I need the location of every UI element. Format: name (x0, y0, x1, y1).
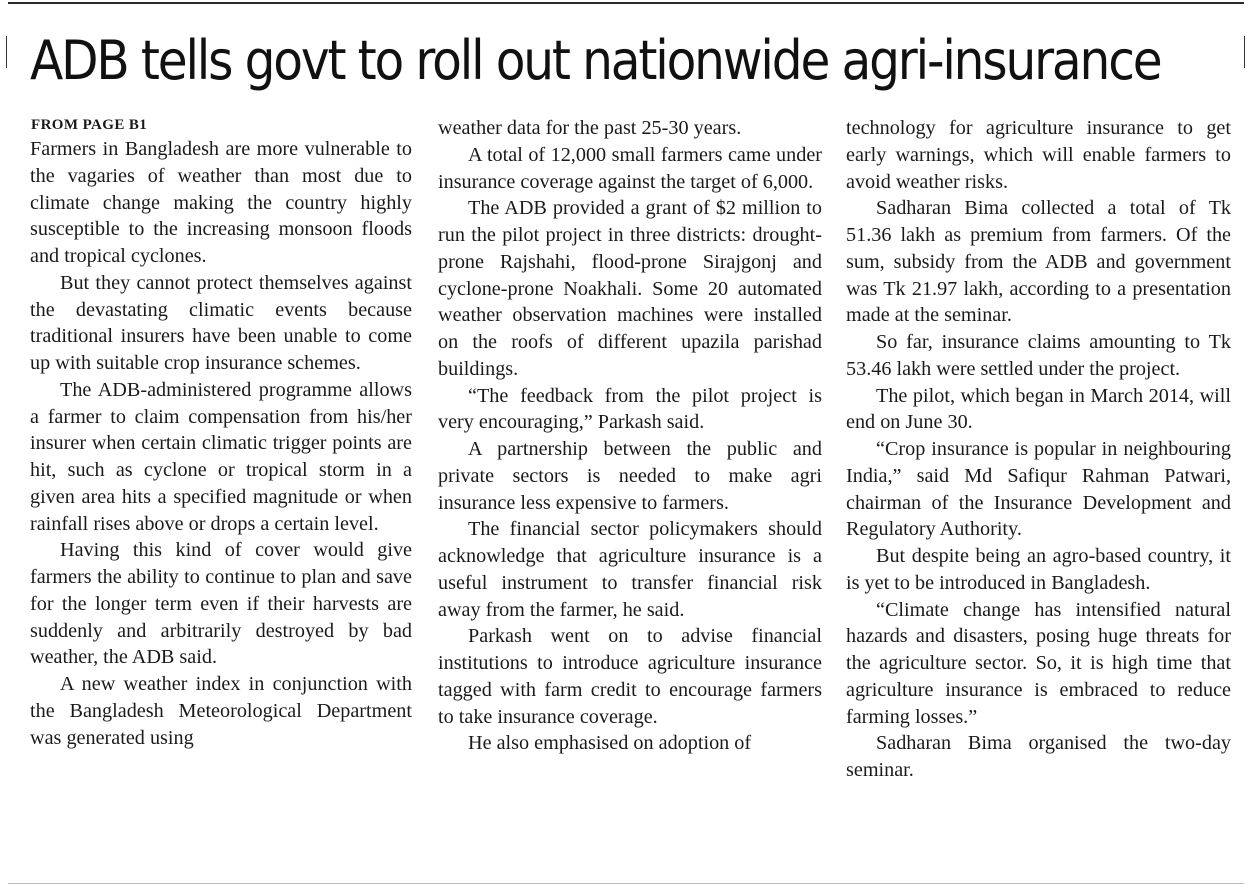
paragraph: The ADB-administered programme allows a farmer to claim compensation from his/her insurer when certain climatic trigger points are hit, such as cyclone or tropical storm in a given area hits a specified magnitude or when rainfall rises above or drops a certain level. (30, 378, 412, 535)
paragraph: “The feedback from the pilot project is very encouraging,” Parkash said. (438, 384, 822, 434)
right-rule (1244, 36, 1245, 68)
paragraph: Farmers in Bangladesh are more vulnerable to the vagaries of weather than most due to climate change making the country highly susceptible to the increasing monsoon floods and tropical cyclones. (30, 138, 412, 267)
paragraph: He also emphasised on adoption of (468, 732, 752, 755)
bottom-rule (8, 883, 1244, 884)
top-rule (8, 2, 1244, 4)
paragraph: technology for agriculture insurance to get early warnings, which will enable farmers to avoid weather risks. (846, 117, 1231, 193)
paragraph: Having this kind of cover would give farmers the ability to continue to plan and save for the longer term even if their harvests are suddenly and arbitrarily destroyed by bad weather, the ADB said. (30, 539, 412, 669)
paragraph: “Climate change has intensified natural hazards and disasters, posing huge threats for the agriculture sector. So, it is high time that agriculture insurance is embraced to reduce farming losses.” (846, 598, 1231, 728)
paragraph: Parkash went on to advise financial institutions to introduce agriculture insurance tagged with farm credit to encourage farmers to take insurance coverage. (438, 625, 822, 728)
paragraph: So far, insurance claims amounting to Tk 53.46 lakh were settled under the project. (846, 331, 1231, 380)
left-rule (6, 36, 7, 68)
article-column-3 (846, 115, 1231, 784)
headline: ADB tells govt to roll out nationwide agri-insurance (30, 29, 1161, 92)
paragraph: The ADB provided a grant of $2 million to run the pilot project in three districts: drought-prone Rajshahi, flood-prone Sirajgonj and cyclone-prone Noakhali. Some 20 automated weather observation machines were installed on the roofs of different upazila parishad buildings. (438, 197, 822, 380)
paragraph: But they cannot protect themselves against the devastating climatic events because traditional insurers have been unable to come up with suitable crop insurance schemes. (30, 271, 412, 374)
paragraph: “Crop insurance is popular in neighbouring India,” said Md Safiqur Rahman Patwari, chairman of the Insurance Development and Regulatory Authority. (846, 438, 1231, 541)
paragraph: A new weather index in conjunction with the Bangladesh Meteorological Department was generated using (30, 673, 412, 749)
paragraph: A total of 12,000 small farmers came under insurance coverage against the target of 6,000. (438, 143, 822, 193)
paragraph: The financial sector policymakers should acknowledge that agriculture insurance is a useful instrument to transfer financial risk away from the farmer, he said. (438, 518, 822, 621)
paragraph: A partnership between the public and private sectors is needed to make agri insurance less expensive to farmers. (438, 438, 822, 514)
paragraph: But despite being an agro-based country, it is yet to be introduced in Bangladesh. (846, 545, 1231, 594)
paragraph: Sadharan Bima collected a total of Tk 51.36 lakh as premium from farmers. Of the sum, subsidy from the ADB and government was Tk 21.97 lakh, according to a presentation made at the seminar. (846, 197, 1231, 327)
article-column-1 (30, 114, 412, 751)
article-column-2 (438, 115, 822, 757)
dateline: FROM PAGE B1 (31, 117, 148, 133)
paragraph: The pilot, which began in March 2014, will end on June 30. (846, 384, 1231, 434)
paragraph: weather data for the past 25-30 years. (438, 117, 742, 139)
paragraph: Sadharan Bima organised the two-day seminar. (846, 732, 1231, 781)
